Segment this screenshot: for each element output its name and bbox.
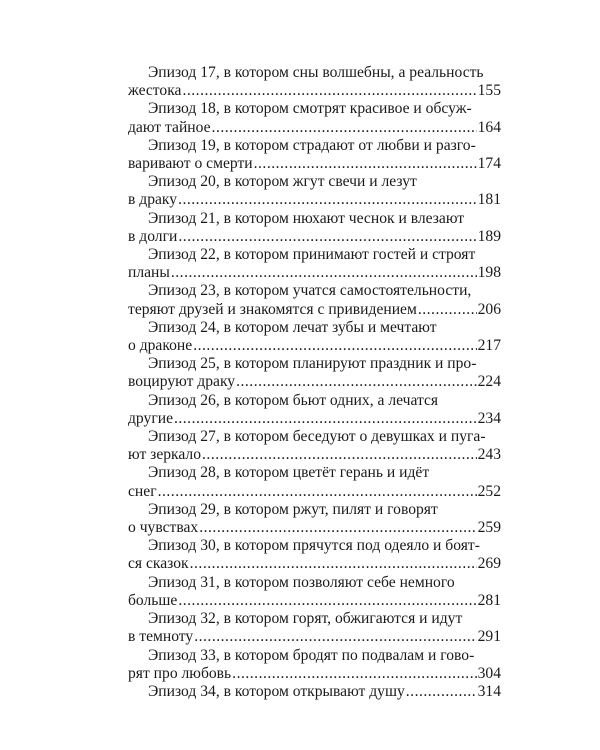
toc-page-number: 174 [477,155,501,173]
toc-page-number: 291 [477,628,501,646]
toc-entry-line [128,82,501,100]
toc-page-number: 224 [477,373,501,391]
toc-entry-title-continuation: в драку [128,191,178,209]
toc-page-number: 252 [477,482,501,500]
toc-entry-24[interactable] [128,319,501,355]
toc-entry-line [128,665,501,683]
dot-leader [178,592,476,610]
toc-entry-title-continuation: жестока [128,82,182,100]
toc-entry-title-continuation: планы [128,264,170,282]
toc-entry-title: Эпизод 18, в котором смотрят красивое и обсуж- [148,100,472,118]
toc-page-number: 155 [477,82,501,100]
toc-entry-title: Эпизод 17, в котором сны волшебны, а реальность [148,64,484,81]
toc-entry-title: Эпизод 21, в котором нюхают чеснок и влезают [148,209,465,227]
dot-leader [171,264,477,282]
toc-entry-21[interactable] [128,210,501,246]
toc-page-number: 281 [477,591,501,609]
dot-leader [418,301,477,319]
toc-entry-title: Эпизод 29, в котором ржут, пилят и говорят [148,500,438,518]
toc-entry-title-continuation: дают тайное [128,118,211,136]
toc-entry-title-continuation: ют зеркало [128,446,202,464]
toc-entry-line [128,555,501,573]
toc-entry-30[interactable] [128,537,501,573]
toc-entry-title: Эпизод 33, в котором бродят по подвалам и гово- [148,646,475,664]
toc-entry-title-continuation: в темноту [128,628,194,646]
dot-leader [232,665,476,683]
toc-entry-title: Эпизод 34, в котором открывают душу [148,682,405,700]
toc-entry-18[interactable] [128,100,501,136]
toc-entry-28[interactable] [128,464,501,500]
toc-entry-title: Эпизод 28, в котором цветёт герань и идёт [148,464,430,482]
toc-page-number: 181 [477,191,501,209]
toc-entry-title-continuation: больше [128,591,178,609]
toc-entry-title: Эпизод 23, в котором учатся самостоятельности, [148,282,472,300]
dot-leader [406,683,477,701]
toc-entry-20[interactable] [128,173,501,209]
toc-entry-line [128,191,501,209]
toc-entry-line [128,301,501,319]
toc-entry-line [128,519,501,537]
toc-entry-19[interactable] [128,137,501,173]
toc-entry-title-continuation: варивают о смерти [128,155,253,173]
toc-page-number: 189 [477,227,501,245]
dot-leader [236,373,477,391]
toc-entry-line [128,155,501,173]
toc-page-number: 198 [477,264,501,282]
dot-leader [190,555,477,573]
dot-leader [182,82,476,100]
toc-entry-title-continuation: ся сказок [128,555,189,573]
toc-entry-line [128,410,501,428]
toc-entry-title-continuation: воцируют драку [128,373,236,391]
toc-entry-title-continuation: о чувствах [128,519,199,537]
dot-leader [193,337,476,355]
toc-page-number: 243 [477,446,501,464]
toc-entry-title: Эпизод 25, в котором планируют праздник и про- [148,355,477,373]
toc-entry-26[interactable] [128,392,501,428]
toc-page-number: 314 [477,682,501,700]
toc-entry-line [128,337,501,355]
toc-page-number: 164 [477,118,501,136]
dot-leader [199,519,476,537]
toc-entry-title: Эпизод 30, в котором прячутся под одеяло и боят- [148,537,480,555]
toc-entry-27[interactable] [128,428,501,464]
dot-leader [202,446,477,464]
toc-page-number: 234 [477,409,501,427]
toc-entry-17[interactable] [128,64,501,100]
toc-entry-title: Эпизод 24, в котором лечат зубы и мечтают [148,318,437,336]
toc-entry-29[interactable] [128,501,501,537]
toc-page-number: 206 [477,300,501,318]
toc-page-number: 269 [477,555,501,573]
toc-entry-32[interactable] [128,610,501,646]
toc-entry-title-continuation: снег [128,482,157,500]
toc-entry-line [128,228,501,246]
dot-leader [254,155,477,173]
toc-page-number: 217 [477,337,501,355]
toc-entry-title: Эпизод 22, в котором принимают гостей и строят [148,246,476,264]
table-of-contents [128,64,501,701]
dot-leader [178,191,477,209]
toc-entry-title: Эпизод 20, в котором жгут свечи и лезут [148,173,417,191]
toc-entry-title: Эпизод 27, в котором беседуют о девушках и пуга- [148,428,486,446]
toc-entry-title: Эпизод 26, в котором бьют одних, а лечатся [148,391,439,409]
dot-leader [178,228,476,246]
toc-page-number: 259 [477,519,501,537]
toc-entry-title-continuation: о драконе [128,337,193,355]
toc-page-number: 304 [477,664,501,682]
toc-entry-title-continuation: рят про любовь [128,664,232,682]
toc-entry-title-continuation: в долги [128,227,178,245]
toc-entry-line [128,264,501,282]
toc-entry-line [128,592,501,610]
toc-entry-23[interactable] [128,282,501,318]
toc-entry-title: Эпизод 31, в котором позволяют себе немного [148,573,455,591]
toc-entry-title: Эпизод 32, в котором горят, обжигаются и идут [148,610,463,628]
toc-entry-22[interactable] [128,246,501,282]
toc-entry-title-continuation: теряют друзей и знакомятся с привидением [128,300,417,318]
toc-entry-line [128,373,501,391]
toc-entry-31[interactable] [128,574,501,610]
toc-entry-line [128,446,501,464]
dot-leader [212,119,477,137]
toc-entry-34[interactable] [128,683,501,701]
toc-entry-33[interactable] [128,647,501,683]
dot-leader [158,483,477,501]
dot-leader [194,628,476,646]
toc-entry-line [128,483,501,501]
toc-entry-title-continuation: другие [128,409,173,427]
toc-entry-line [128,628,501,646]
dot-leader [174,410,477,428]
toc-entry-title: Эпизод 19, в котором страдают от любви и разго- [148,136,476,154]
toc-entry-25[interactable] [128,355,501,391]
toc-entry-line [128,683,501,701]
toc-entry-line [128,119,501,137]
